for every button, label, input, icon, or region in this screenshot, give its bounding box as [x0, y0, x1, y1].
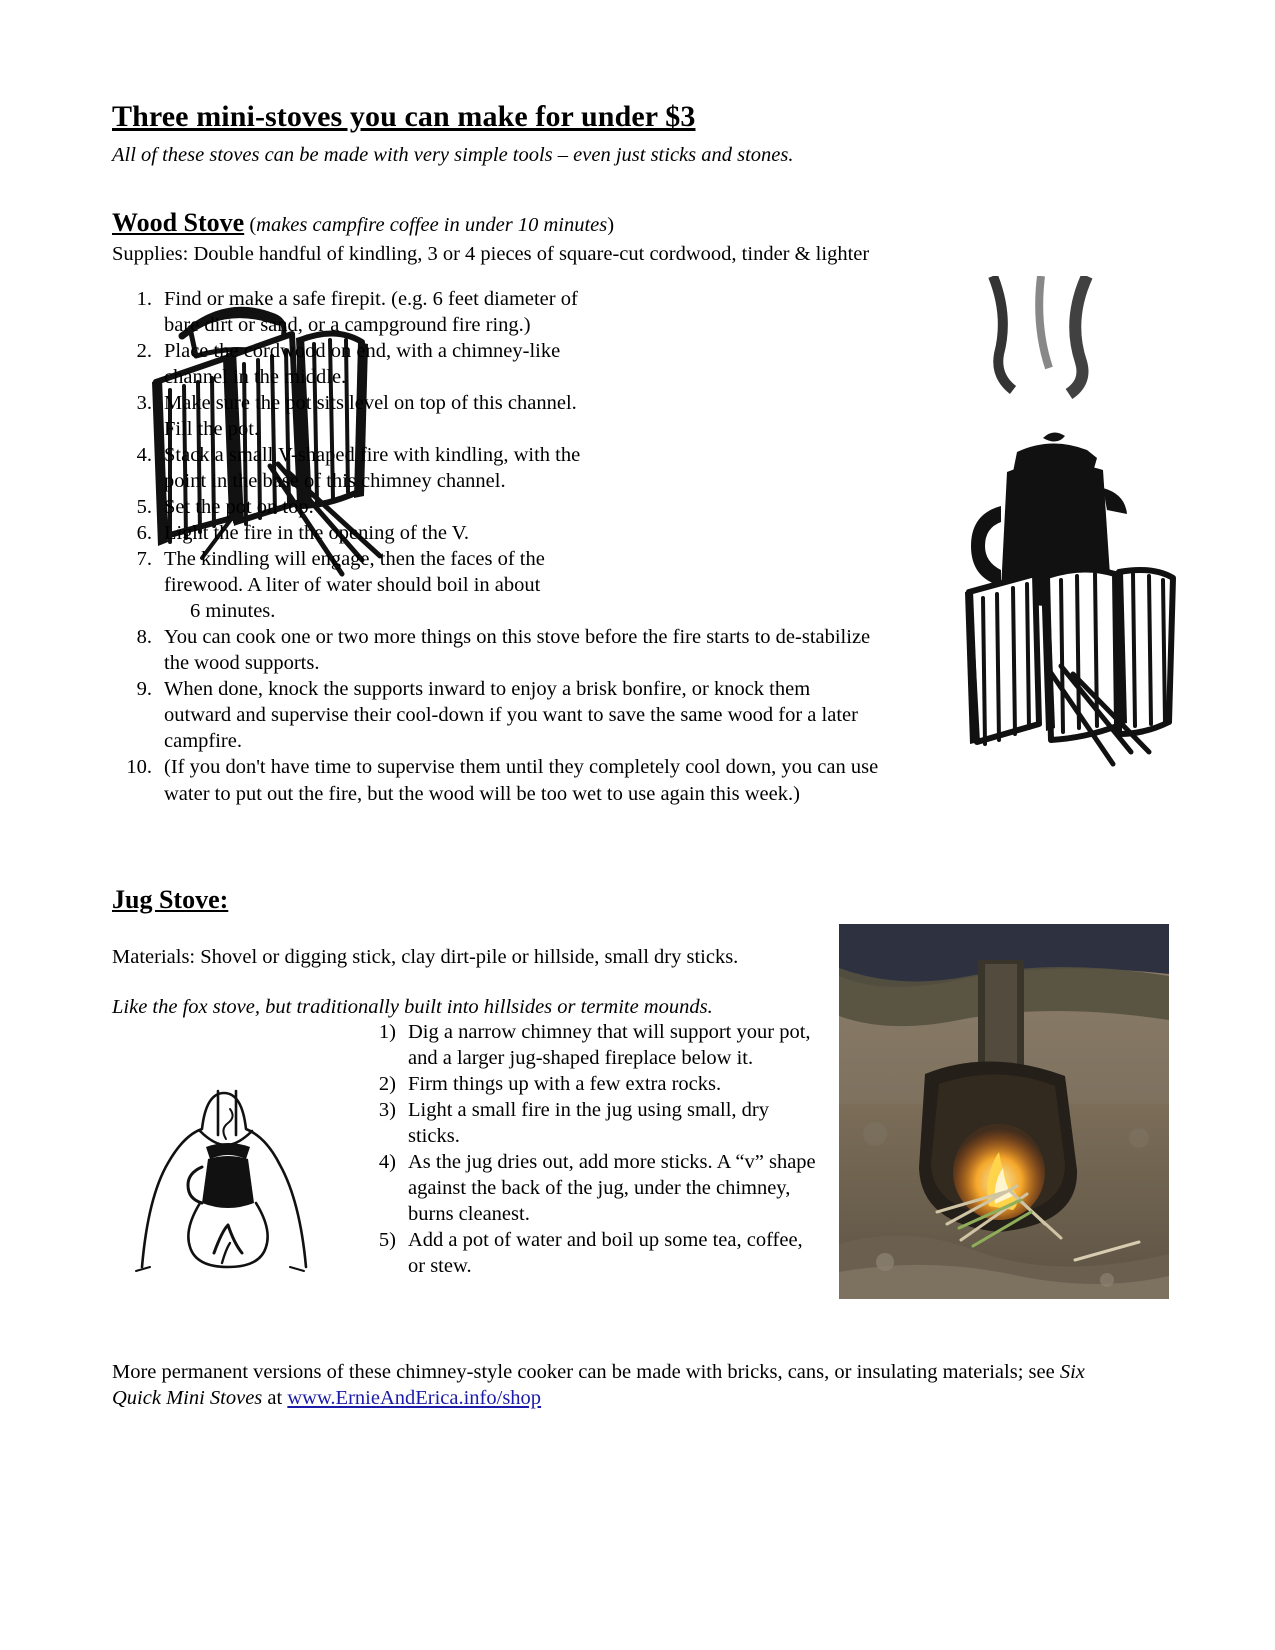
- list-number: 6.: [136, 522, 152, 545]
- page-title: Three mini-stoves you can make for under $3: [112, 100, 696, 133]
- jug-stove-sketch: [122, 1027, 332, 1277]
- list-item: [362, 1097, 822, 1149]
- list-text: As the jug dries out, add more sticks. A “v” shape against the back of the jug, under the chimney, burns cleanest.: [408, 1151, 816, 1226]
- list-number: 2.: [136, 339, 152, 362]
- jug-stove-title: Jug Stove:: [112, 884, 229, 914]
- list-item: [112, 676, 882, 754]
- list-text: Stack a small V-shaped fire with kindling, with the point in the base of this chimney channel.: [164, 444, 581, 493]
- footer-text-before: More permanent versions of these chimney-style cooker can be made with bricks, cans, or insulating materials; see: [112, 1361, 1060, 1384]
- list-number: 3.: [136, 392, 152, 415]
- list-item: [112, 442, 602, 494]
- wood-stove-title: Wood Stove: [112, 208, 245, 238]
- list-item: [112, 624, 882, 676]
- list-text: Place the cordwood on end, with a chimney-like channel in the middle.: [164, 339, 561, 388]
- list-number: 10.: [126, 756, 152, 779]
- footer-note: [112, 1359, 1112, 1411]
- shop-link[interactable]: www.ErnieAndErica.info/shop: [287, 1387, 542, 1410]
- list-text: When done, knock the supports inward to enjoy a brisk bonfire, or knock them outward and supervise their cool-down if you want to save the same wood for a later campfire.: [164, 678, 858, 753]
- list-text: The kindling will engage, then the faces of the firewood. A liter of water should boil in about: [164, 548, 545, 597]
- footer-text-middle: at: [262, 1387, 288, 1410]
- list-item: [112, 754, 882, 806]
- list-text: Light the fire in the opening of the V.: [164, 522, 469, 545]
- wood-stove-note-close: ): [607, 214, 615, 237]
- wood-stove-pot-sketch: [937, 276, 1197, 776]
- list-text: Dig a narrow chimney that will support your pot, and a larger jug-shaped fireplace below it.: [408, 1021, 811, 1070]
- wood-stove-note: makes campfire coffee in under 10 minutes: [256, 214, 608, 237]
- list-text: Light a small fire in the jug using small, dry sticks.: [408, 1099, 769, 1148]
- list-text: Make sure the pot sits level on top of this channel. Fill the pot.: [164, 392, 577, 441]
- wood-stove-supplies: Supplies: Double handful of kindling, 3 or 4 pieces of square-cut cordwood, tinder & lighter: [112, 243, 870, 266]
- list-number: 5.: [136, 496, 152, 519]
- list-number: 4): [378, 1151, 396, 1174]
- list-text: Add a pot of water and boil up some tea, coffee, or stew.: [408, 1229, 803, 1278]
- list-number: 1.: [136, 287, 152, 310]
- list-text: Set the pot on top.: [164, 496, 314, 519]
- jug-stove-materials: Materials: Shovel or digging stick, clay dirt-pile or hillside, small dry sticks.: [112, 945, 739, 968]
- list-number: 1): [378, 1021, 396, 1044]
- list-item: [112, 546, 602, 598]
- list-number: 2): [378, 1073, 396, 1096]
- list-text: Find or make a safe firepit. (e.g. 6 feet diameter of bare dirt or sand, or a campground fire ring.): [164, 287, 578, 336]
- list-item: [112, 286, 602, 338]
- list-item: [362, 1019, 822, 1071]
- wood-stove-steps-full: [112, 624, 882, 806]
- list-number: 7.: [136, 548, 152, 571]
- list-item: [362, 1149, 822, 1227]
- document-content: [112, 100, 1167, 1412]
- wood-stove-heading: [112, 207, 1167, 238]
- list-item: [362, 1227, 822, 1279]
- list-text: (If you don't have time to supervise them until they completely cool down, you can use water to put out the fire, but the wood will be too wet to use again this week.): [164, 756, 879, 805]
- jug-stove-block: [112, 1019, 1167, 1319]
- list-item: [112, 520, 602, 546]
- list-number: 8.: [136, 626, 152, 649]
- step-7-continuation: 6 minutes.: [190, 600, 276, 623]
- list-number: 3): [378, 1099, 396, 1122]
- list-text: You can cook one or two more things on this stove before the fire starts to de-stabilize the wood supports.: [164, 626, 871, 675]
- list-item: [112, 494, 602, 520]
- wood-stove-block: [112, 286, 1167, 807]
- list-number: 9.: [136, 678, 152, 701]
- list-text: Firm things up with a few extra rocks.: [408, 1073, 722, 1096]
- jug-stove-steps: [362, 1019, 822, 1279]
- list-number: 4.: [136, 444, 152, 467]
- list-item: [112, 338, 602, 390]
- book-title: Six Quick Mini Stoves: [112, 1361, 1085, 1410]
- document-subtitle: All of these stoves can be made with very simple tools – even just sticks and stones.: [112, 143, 794, 166]
- wood-stove-note-open: (: [244, 214, 257, 237]
- list-number: 5): [378, 1229, 396, 1252]
- jug-stove-note: Like the fox stove, but traditionally built into hillsides or termite mounds.: [112, 996, 713, 1019]
- list-item: [112, 390, 602, 442]
- list-item: [362, 1071, 822, 1097]
- wood-stove-steps-column: [112, 286, 602, 598]
- jug-stove-photo: [839, 924, 1169, 1299]
